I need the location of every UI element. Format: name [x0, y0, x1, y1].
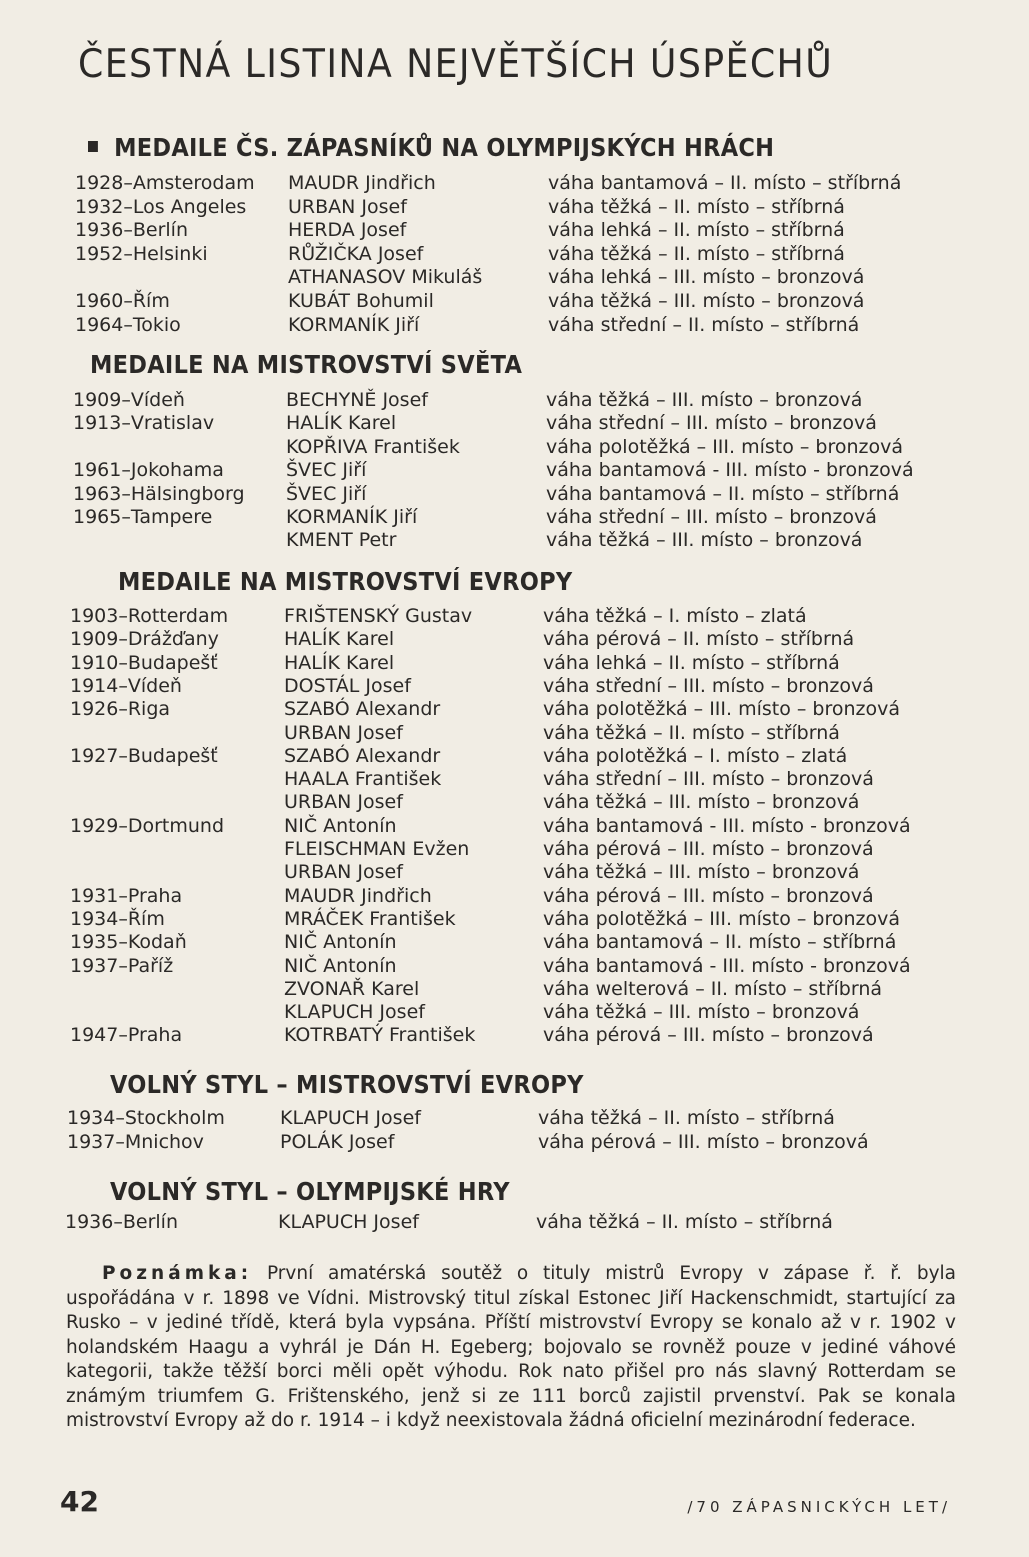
athlete-name: MAUDR Jindřich	[288, 172, 436, 194]
athlete-name: HALÍK Karel	[284, 628, 395, 651]
result-cell: váha těžká – II. místo – stříbrná	[543, 721, 840, 744]
athlete-name: DOSTÁL Josef	[284, 674, 411, 697]
result-cell: váha bantamová - III. místo - bronzová	[546, 459, 914, 482]
result-cell: váha těžká – III. místo – bronzová	[543, 791, 860, 814]
section-title	[110, 1070, 584, 1099]
city-cell: 1928–Amsterodam	[75, 172, 255, 194]
result-cell: váha welterová – II. místo – stříbrná	[543, 977, 883, 1000]
athlete-name: ŠVEC Jiří	[286, 459, 367, 482]
athlete-name: HERDA Josef	[288, 219, 407, 242]
result-cell: váha pérová – III. místo – bronzová	[543, 838, 874, 860]
medal-row	[0, 721, 1029, 745]
section-title-text: MEDAILE NA MISTROVSTVÍ SVĚTA	[90, 350, 523, 379]
city-cell: 1903–Rotterdam	[70, 605, 229, 627]
result-cell: váha bantamová - III. místo - bronzová	[543, 954, 911, 977]
athlete-name: URBAN Josef	[284, 861, 403, 884]
medal-row	[0, 837, 1029, 861]
result-cell: váha střední – III. místo – bronzová	[546, 412, 877, 435]
city-cell: 1909–Vídeň	[73, 389, 185, 411]
medal-row	[0, 1000, 1029, 1024]
city-cell: 1961–Jokohama	[73, 459, 224, 482]
city-cell: 1932–Los Angeles	[75, 195, 247, 218]
city-cell: 1960–Řím	[75, 290, 170, 312]
result-cell: váha polotěžká – III. místo – bronzová	[543, 907, 901, 930]
medal-row	[0, 482, 1029, 506]
result-cell: váha střední – III. místo – bronzová	[546, 506, 877, 528]
medal-row	[0, 860, 1029, 884]
athlete-name: URBAN Josef	[284, 791, 403, 814]
result-cell: váha střední – II. místo – stříbrná	[548, 313, 860, 336]
medal-row	[0, 1130, 1029, 1154]
medal-row	[0, 171, 1029, 195]
section-title-text: MEDAILE ČS. ZÁPASNÍKŮ NA OLYMPIJSKÝCH HRÁCH	[114, 133, 775, 162]
city-cell: 1931–Praha	[70, 884, 183, 907]
athlete-name: MAUDR Jindřich	[284, 884, 432, 907]
result-cell: váha těžká – II. místo – stříbrná	[538, 1107, 835, 1129]
note-label: Poznámka:	[102, 1263, 253, 1284]
square-bullet-icon	[88, 141, 98, 152]
athlete-name: SZABÓ Alexandr	[284, 744, 441, 767]
athlete-name: ATHANASOV Mikuláš	[288, 266, 483, 289]
athlete-name: KORMANÍK Jiří	[286, 506, 418, 528]
section-title	[118, 567, 572, 596]
athlete-name: NIČ Antonín	[284, 954, 397, 977]
athlete-name: ŠVEC Jiří	[286, 482, 367, 505]
city-cell: 1947–Praha	[70, 1024, 183, 1047]
athlete-name: KLAPUCH Josef	[284, 1001, 425, 1024]
medal-row	[0, 458, 1029, 482]
athlete-name: SZABÓ Alexandr	[284, 698, 441, 721]
result-cell: váha polotěžká – III. místo – bronzová	[546, 435, 904, 458]
city-cell: 1936–Berlín	[65, 1211, 178, 1233]
city-cell: 1964–Tokio	[75, 313, 181, 336]
medal-row	[0, 313, 1029, 337]
medal-row	[0, 528, 1029, 552]
medal-row	[0, 977, 1029, 1001]
city-cell: 1909–Drážďany	[70, 628, 219, 651]
city-cell: 1963–Hälsingborg	[73, 482, 245, 505]
city-cell: 1913–Vratislav	[73, 412, 215, 435]
athlete-name: KMENT Petr	[286, 529, 397, 552]
medal-row	[0, 435, 1029, 459]
medal-row	[0, 627, 1029, 651]
city-cell: 1929–Dortmund	[70, 814, 225, 837]
section-title-text: VOLNÝ STYL – OLYMPIJSKÉ HRY	[110, 1177, 510, 1206]
medal-row	[0, 744, 1029, 768]
athlete-name: ZVONAŘ Karel	[284, 977, 420, 1000]
city-cell: 1935–Kodaň	[70, 931, 187, 954]
result-cell: váha bantamová – II. místo – stříbrná	[548, 172, 902, 194]
medal-row	[0, 884, 1029, 908]
athlete-name: HAALA František	[284, 768, 442, 791]
result-cell: váha těžká – III. místo – bronzová	[546, 529, 863, 552]
result-cell: váha lehká – II. místo – stříbrná	[548, 219, 845, 242]
city-cell: 1936–Berlín	[75, 219, 188, 242]
medal-row	[0, 604, 1029, 628]
medal-row	[0, 218, 1029, 242]
medal-row	[0, 1210, 1029, 1234]
section-title	[88, 133, 774, 162]
medal-row	[0, 289, 1029, 313]
athlete-name: FRIŠTENSKÝ Gustav	[284, 605, 473, 627]
result-cell: váha bantamová – II. místo – stříbrná	[546, 482, 900, 505]
medal-row	[0, 697, 1029, 721]
city-cell: 1937–Mnichov	[67, 1130, 204, 1153]
athlete-name: KOTRBATÝ František	[284, 1024, 476, 1047]
athlete-name: NIČ Antonín	[284, 814, 397, 837]
athlete-name: KORMANÍK Jiří	[288, 313, 420, 336]
city-cell: 1926–Riga	[70, 698, 171, 721]
result-cell: váha lehká – III. místo – bronzová	[548, 266, 865, 289]
city-cell: 1910–Budapešť	[70, 651, 218, 674]
section-title-text: VOLNÝ STYL – MISTROVSTVÍ EVROPY	[110, 1070, 584, 1099]
medal-row	[0, 1106, 1029, 1130]
athlete-name: RŮŽIČKA Josef	[288, 242, 424, 265]
athlete-name: HALÍK Karel	[286, 412, 397, 435]
athlete-name: HALÍK Karel	[284, 651, 395, 674]
result-cell: váha těžká – III. místo – bronzová	[543, 1001, 860, 1024]
medal-row	[0, 505, 1029, 529]
result-cell: váha bantamová - III. místo - bronzová	[543, 814, 911, 837]
medal-row	[0, 814, 1029, 838]
city-cell: 1952–Helsinki	[75, 242, 208, 265]
result-cell: váha střední – III. místo – bronzová	[543, 674, 874, 697]
medal-row	[0, 674, 1029, 698]
result-cell: váha polotěžká – III. místo – bronzová	[543, 698, 901, 721]
city-cell: 1934–Stockholm	[67, 1107, 225, 1129]
city-cell: 1914–Vídeň	[70, 674, 182, 697]
result-cell: váha těžká – II. místo – stříbrná	[536, 1211, 833, 1233]
running-footer: /70 ZÁPASNICKÝCH LET/	[687, 1498, 951, 1516]
result-cell: váha pérová – II. místo – stříbrná	[543, 628, 855, 651]
result-cell: váha bantamová – II. místo – stříbrná	[543, 931, 897, 954]
city-cell: 1937–Paříž	[70, 954, 174, 977]
result-cell: váha lehká – II. místo – stříbrná	[543, 651, 840, 674]
city-cell: 1934–Řím	[70, 907, 165, 930]
note-text: První amatérská soutěž o tituly mistrů Evropy v zápase ř. ř. byla uspořádána v r. 1898 ve Vídni. Mistrovský titul získal Estonec Jiří Hackenschmidt, startující za Rusko – v jediné třídě, která byla vypsána. Příští mistrovství Evropy se konalo až v r. 1902 v holandském Haagu a vyhrál je Dán H. Egeberg; bojovalo se rovněž pouze v jediné váhové kategorii, takže těžší borci měli opět výhodu. Rok nato přišel pro nás slavný Rotterdam se známým triumfem G. Frištenského, jenž si ze 111 borců zajistil prvenství. Pak se konala mistrovství Evropy až do r. 1914 – i když neexistovala žádná oficielní mezinárodní federace.	[66, 1263, 956, 1431]
result-cell: váha těžká – I. místo – zlatá	[543, 605, 807, 627]
result-cell: váha těžká – II. místo – stříbrná	[548, 195, 845, 218]
medal-row	[0, 411, 1029, 435]
page-number: 42	[60, 1485, 99, 1518]
medal-row	[0, 954, 1029, 978]
city-cell: 1965–Tampere	[73, 506, 213, 528]
medal-row	[0, 907, 1029, 931]
athlete-name: MRÁČEK František	[284, 907, 456, 930]
medal-row	[0, 242, 1029, 266]
athlete-name: KUBÁT Bohumil	[288, 290, 434, 312]
medal-row	[0, 790, 1029, 814]
medal-row	[0, 388, 1029, 412]
note-paragraph	[66, 1262, 956, 1434]
result-cell: váha těžká – III. místo – bronzová	[543, 861, 860, 884]
medal-row	[0, 651, 1029, 675]
result-cell: váha polotěžká – I. místo – zlatá	[543, 744, 848, 767]
athlete-name: FLEISCHMAN Evžen	[284, 838, 470, 860]
athlete-name: KLAPUCH Josef	[280, 1107, 421, 1129]
athlete-name: POLÁK Josef	[280, 1130, 395, 1153]
result-cell: váha těžká – II. místo – stříbrná	[548, 242, 845, 265]
athlete-name: KOPŘIVA František	[286, 435, 460, 458]
medal-row	[0, 930, 1029, 954]
athlete-name: NIČ Antonín	[284, 931, 397, 954]
result-cell: váha těžká – III. místo – bronzová	[546, 389, 863, 411]
medal-row	[0, 1023, 1029, 1047]
athlete-name: URBAN Josef	[284, 721, 403, 744]
result-cell: váha střední – III. místo – bronzová	[543, 768, 874, 791]
page-title: ČESTNÁ LISTINA NEJVĚTŠÍCH ÚSPĚCHŮ	[78, 42, 834, 87]
city-cell: 1927–Budapešť	[70, 744, 218, 767]
result-cell: váha těžká – III. místo – bronzová	[548, 290, 865, 312]
result-cell: váha pérová – III. místo – bronzová	[543, 884, 874, 907]
medal-row	[0, 767, 1029, 791]
section-title	[90, 350, 522, 379]
athlete-name: KLAPUCH Josef	[278, 1211, 419, 1233]
section-title	[110, 1177, 510, 1206]
athlete-name: BECHYNĚ Josef	[286, 389, 428, 411]
medal-row	[0, 265, 1029, 289]
athlete-name: URBAN Josef	[288, 195, 407, 218]
medal-row	[0, 195, 1029, 219]
result-cell: váha pérová – III. místo – bronzová	[543, 1024, 874, 1047]
result-cell: váha pérová – III. místo – bronzová	[538, 1130, 869, 1153]
section-title-text: MEDAILE NA MISTROVSTVÍ EVROPY	[118, 567, 573, 596]
